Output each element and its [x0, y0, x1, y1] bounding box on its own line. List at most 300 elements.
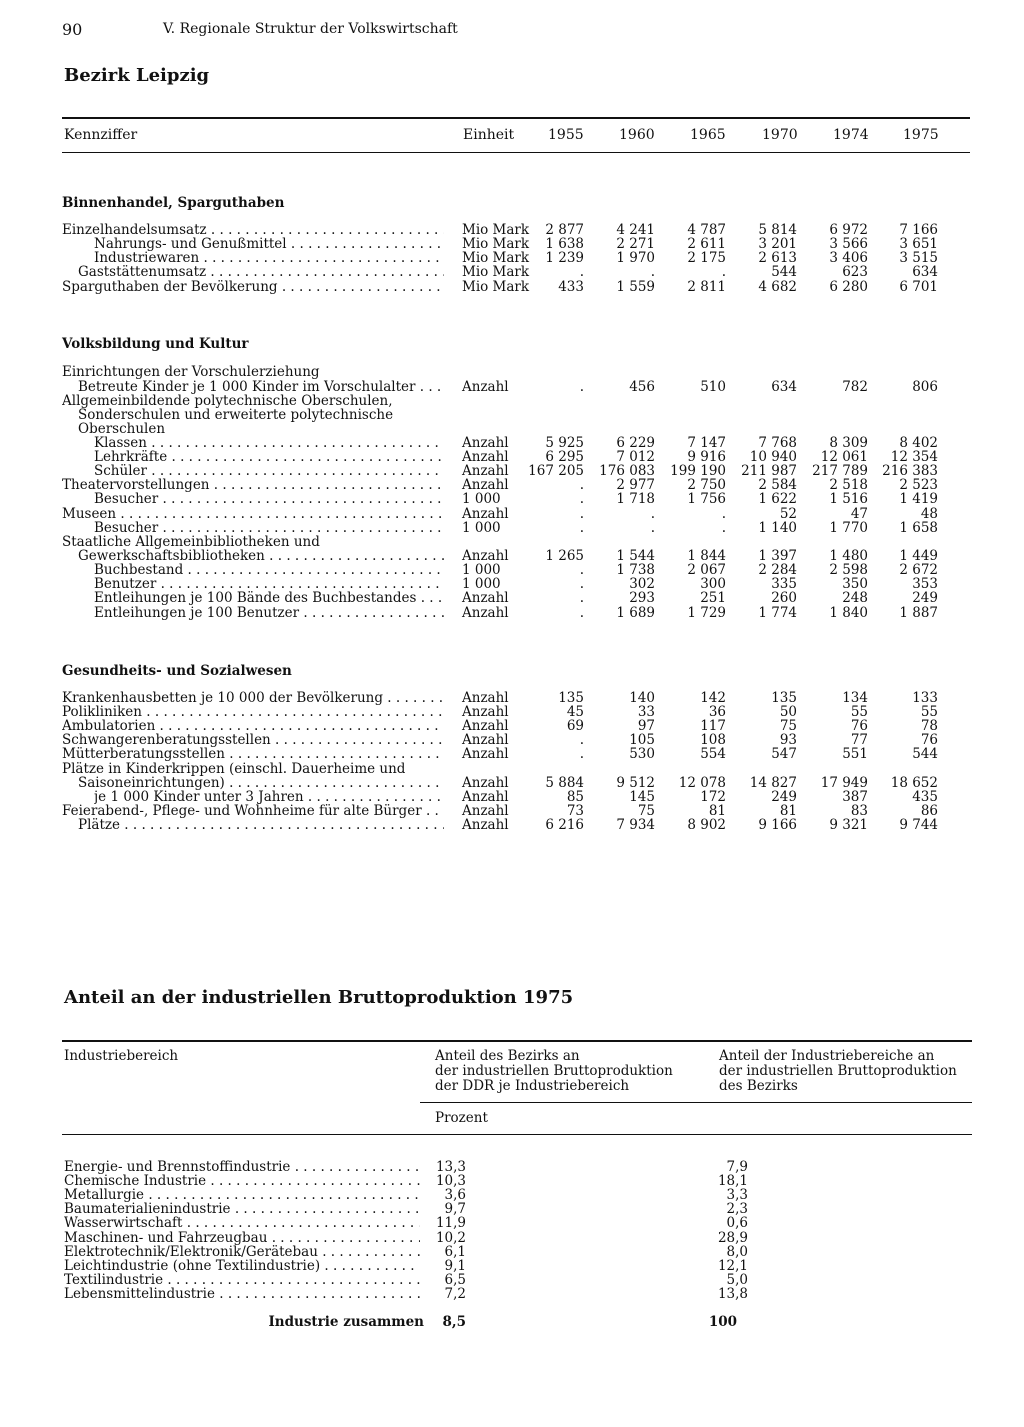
row-unit: Anzahl: [462, 732, 509, 748]
row-value: 1 770: [829, 520, 868, 536]
row-label: Staatliche Allgemeinbibliotheken und: [62, 535, 320, 549]
row-value: 85: [566, 789, 584, 805]
row-value: .: [721, 506, 726, 522]
row-value: 260: [771, 590, 797, 606]
row-label: Chemische Industrie . . .: [64, 1174, 420, 1188]
col-1955: 1955: [548, 127, 584, 143]
row-value-branch-share: 0,6: [726, 1215, 748, 1231]
table-row: [0, 1259, 1024, 1273]
col-1975: 1975: [903, 127, 939, 143]
row-value: 9 321: [829, 817, 868, 833]
row-value: 1 774: [758, 605, 797, 621]
row-value: 216 383: [882, 463, 938, 479]
table-row: [0, 691, 1024, 705]
table-row: [0, 365, 1024, 379]
row-value: 7 012: [616, 449, 655, 465]
row-value: 2 523: [899, 477, 938, 493]
row-label: Polikliniken . . .: [62, 705, 444, 719]
table-row: [0, 422, 1024, 436]
col-a-line3: der DDR je Industriebereich: [435, 1078, 630, 1094]
row-value: 4 241: [616, 222, 655, 238]
row-value: 544: [771, 264, 797, 280]
table-row: [0, 733, 1024, 747]
table-row: [0, 762, 1024, 776]
col-1965: 1965: [690, 127, 726, 143]
row-value: 7 934: [616, 817, 655, 833]
row-unit: 1 000: [462, 520, 501, 536]
row-value: 251: [700, 590, 726, 606]
table-row: [0, 394, 1024, 408]
row-value: 1 887: [899, 605, 938, 621]
table-row: [0, 549, 1024, 563]
table-row: [0, 719, 1024, 733]
row-value: 199 190: [670, 463, 726, 479]
row-value: 456: [629, 379, 655, 395]
row-value: 1 729: [687, 605, 726, 621]
row-value: .: [579, 746, 584, 762]
table2-title: Anteil an der industriellen Bruttoproduktion 1975: [64, 987, 574, 1008]
row-label: Entleihungen je 100 Benutzer . . .: [94, 606, 444, 620]
row-value: 1 689: [616, 605, 655, 621]
table-row: [0, 705, 1024, 719]
row-value: 634: [771, 379, 797, 395]
row-value: 75: [637, 803, 655, 819]
row-unit: Anzahl: [462, 477, 509, 493]
total-value-bezirk-share: 8,5: [442, 1314, 466, 1330]
total-label: Industrie zusammen: [268, 1314, 424, 1330]
row-value: 2 271: [616, 236, 655, 252]
row-label: Einrichtungen der Vorschulerziehung: [62, 365, 320, 379]
row-value: 135: [771, 690, 797, 706]
row-value-bezirk-share: 10,2: [435, 1230, 466, 1246]
row-label: Feierabend-, Pflege- und Wohnheime für alte Bürger . . .: [62, 804, 444, 818]
row-value: 55: [850, 704, 868, 720]
row-value: 12 354: [890, 449, 938, 465]
row-value: 1 638: [545, 236, 584, 252]
row-unit: 1 000: [462, 491, 501, 507]
row-value: .: [579, 520, 584, 536]
row-unit: Anzahl: [462, 590, 509, 606]
table-row: [0, 1287, 1024, 1301]
row-value-branch-share: 2,3: [726, 1201, 748, 1217]
row-unit: 1 000: [462, 562, 501, 578]
row-label: Betreute Kinder je 1 000 Kinder im Vorschulalter . . .: [78, 380, 444, 394]
row-value-bezirk-share: 6,1: [444, 1244, 466, 1260]
row-label: Gaststättenumsatz . . .: [78, 265, 444, 279]
row-value: .: [579, 590, 584, 606]
row-value: 1 970: [616, 250, 655, 266]
row-unit: Anzahl: [462, 704, 509, 720]
row-value: 2 750: [687, 477, 726, 493]
row-value: 140: [629, 690, 655, 706]
row-value: 76: [920, 732, 938, 748]
row-value: .: [721, 264, 726, 280]
row-value: 17 949: [820, 775, 868, 791]
row-label: Energie- und Brennstoffindustrie . . .: [64, 1160, 420, 1174]
table-row: [0, 280, 1024, 294]
row-value-bezirk-share: 6,5: [444, 1272, 466, 1288]
row-value: .: [579, 576, 584, 592]
row-value: 3 201: [758, 236, 797, 252]
total-value-branch-share: 100: [708, 1314, 737, 1330]
row-value-bezirk-share: 9,1: [444, 1258, 466, 1274]
row-value: 217 789: [812, 463, 868, 479]
row-value: 551: [842, 746, 868, 762]
row-value: 134: [842, 690, 868, 706]
row-value: 86: [920, 803, 938, 819]
table-row: [0, 790, 1024, 804]
row-label: Besucher . . .: [94, 492, 444, 506]
col-industriebereich: Industriebereich: [64, 1048, 179, 1064]
row-value: 83: [850, 803, 868, 819]
row-value-branch-share: 5,0: [726, 1272, 748, 1288]
row-value: 2 175: [687, 250, 726, 266]
row-unit: Anzahl: [462, 718, 509, 734]
row-value: .: [579, 506, 584, 522]
row-value: 7 768: [758, 435, 797, 451]
row-unit: Anzahl: [462, 435, 509, 451]
row-value: 5 814: [758, 222, 797, 238]
row-value: 435: [912, 789, 938, 805]
row-label: Gewerkschaftsbibliotheken . . .: [78, 549, 444, 563]
col-a-line1: Anteil des Bezirks an: [435, 1048, 580, 1064]
row-value: 50: [779, 704, 797, 720]
row-label: Schwangerenberatungsstellen . . .: [62, 733, 444, 747]
row-value: 2 672: [899, 562, 938, 578]
table-row: [0, 1202, 1024, 1216]
row-value: 108: [700, 732, 726, 748]
row-label: Sonderschulen und erweiterte polytechnische: [78, 408, 394, 422]
table-row: [0, 237, 1024, 251]
row-value: .: [579, 491, 584, 507]
table-row: [0, 577, 1024, 591]
table2-sub-rule: [420, 1102, 972, 1103]
row-value: 12 061: [820, 449, 868, 465]
row-value: 45: [566, 704, 584, 720]
row-value: 172: [700, 789, 726, 805]
row-value: 353: [912, 576, 938, 592]
row-value: 47: [850, 506, 868, 522]
row-value: 433: [558, 279, 584, 295]
row-label: Leichtindustrie (ohne Textilindustrie) . . .: [64, 1259, 420, 1273]
row-value: 176 083: [599, 463, 655, 479]
row-value: 93: [779, 732, 797, 748]
col-1970: 1970: [762, 127, 798, 143]
row-value: .: [650, 520, 655, 536]
row-label: Museen . . .: [62, 507, 444, 521]
row-value: 3 406: [829, 250, 868, 266]
row-value: 2 598: [829, 562, 868, 578]
row-value: 6 972: [829, 222, 868, 238]
row-label: Besucher . . .: [94, 521, 444, 535]
row-value: 1 658: [899, 520, 938, 536]
row-value: 73: [566, 803, 584, 819]
row-value: 544: [912, 746, 938, 762]
table-row: [0, 507, 1024, 521]
row-value: 33: [637, 704, 655, 720]
row-value: .: [579, 264, 584, 280]
table-row: [0, 1245, 1024, 1259]
row-unit: Anzahl: [462, 548, 509, 564]
row-value: 300: [700, 576, 726, 592]
col-einheit: Einheit: [463, 127, 515, 143]
row-value: 78: [920, 718, 938, 734]
row-value: 6 229: [616, 435, 655, 451]
row-label: Einzelhandelsumsatz . . .: [62, 223, 444, 237]
row-value: 530: [629, 746, 655, 762]
row-value: 12 078: [678, 775, 726, 791]
row-value: 9 916: [687, 449, 726, 465]
running-head: V. Regionale Struktur der Volkswirtschaft: [163, 21, 458, 37]
row-value-bezirk-share: 7,2: [444, 1286, 466, 1302]
table-row: [0, 436, 1024, 450]
row-label: Industriewaren . . .: [94, 251, 444, 265]
row-unit: Anzahl: [462, 379, 509, 395]
row-label: Saisoneinrichtungen) . . .: [78, 776, 444, 790]
row-value: 6 295: [545, 449, 584, 465]
row-label: Sparguthaben der Bevölkerung . . .: [62, 280, 444, 294]
row-value: 9 744: [899, 817, 938, 833]
table-row: [0, 563, 1024, 577]
table1-head-rule: [62, 152, 970, 153]
table-row: [0, 1160, 1024, 1174]
row-label: Buchbestand . . .: [94, 563, 444, 577]
col-b-line2: der industriellen Bruttoproduktion: [719, 1063, 957, 1079]
row-value-bezirk-share: 9,7: [444, 1201, 466, 1217]
row-value: 1 544: [616, 548, 655, 564]
table2-head-rule: [62, 1134, 972, 1135]
row-label: Nahrungs- und Genußmittel . . .: [94, 237, 444, 251]
row-value: 249: [771, 789, 797, 805]
row-value: 2 611: [687, 236, 726, 252]
table-row: [0, 251, 1024, 265]
row-value: 1 756: [687, 491, 726, 507]
row-value: 142: [700, 690, 726, 706]
row-value: 133: [912, 690, 938, 706]
row-value-bezirk-share: 10,3: [435, 1173, 466, 1189]
row-unit: Anzahl: [462, 463, 509, 479]
row-unit: Mio Mark: [462, 222, 530, 238]
table-row: [0, 1216, 1024, 1230]
row-unit: Anzahl: [462, 690, 509, 706]
row-label: Plätze in Kinderkrippen (einschl. Dauerheime und: [62, 762, 406, 776]
table-row: [0, 464, 1024, 478]
row-label: Theatervorstellungen . . .: [62, 478, 444, 492]
table-row: [0, 535, 1024, 549]
row-value: 9 166: [758, 817, 797, 833]
row-value: 76: [850, 718, 868, 734]
row-value: 145: [629, 789, 655, 805]
row-value: 2 284: [758, 562, 797, 578]
section-title: Binnenhandel, Sparguthaben: [62, 195, 285, 211]
row-value-branch-share: 3,3: [726, 1187, 748, 1203]
row-value: 634: [912, 264, 938, 280]
row-value: 1 239: [545, 250, 584, 266]
row-value: 350: [842, 576, 868, 592]
row-value: .: [579, 477, 584, 493]
row-value: 77: [850, 732, 868, 748]
row-unit: Mio Mark: [462, 264, 530, 280]
row-value: 2 977: [616, 477, 655, 493]
row-value-bezirk-share: 11,9: [435, 1215, 466, 1231]
row-value: 1 449: [899, 548, 938, 564]
row-value: 249: [912, 590, 938, 606]
row-unit: Anzahl: [462, 506, 509, 522]
row-value: 9 512: [616, 775, 655, 791]
table-row: [0, 1273, 1024, 1287]
row-value: 1 718: [616, 491, 655, 507]
row-value-branch-share: 18,1: [717, 1173, 748, 1189]
col-b-line1: Anteil der Industriebereiche an: [719, 1048, 935, 1064]
row-value: 7 166: [899, 222, 938, 238]
row-value-branch-share: 12,1: [717, 1258, 748, 1274]
row-value: 8 309: [829, 435, 868, 451]
row-value: 4 682: [758, 279, 797, 295]
table-row: [0, 223, 1024, 237]
row-unit: Mio Mark: [462, 279, 530, 295]
row-value-branch-share: 8,0: [726, 1244, 748, 1260]
row-value: .: [579, 379, 584, 395]
row-label: Lebensmittelindustrie . . .: [64, 1287, 420, 1301]
row-value: 1 480: [829, 548, 868, 564]
row-value: 1 419: [899, 491, 938, 507]
row-value: 81: [708, 803, 726, 819]
table-row: [0, 804, 1024, 818]
row-value: .: [650, 264, 655, 280]
row-value: 3 651: [899, 236, 938, 252]
unit-prozent: Prozent: [435, 1110, 488, 1126]
table2-top-rule: [62, 1040, 972, 1042]
row-value: 2 811: [687, 279, 726, 295]
row-unit: Mio Mark: [462, 250, 530, 266]
col-b-line3: des Bezirks: [719, 1078, 798, 1094]
row-value: 1 265: [545, 548, 584, 564]
row-label: Lehrkräfte . . .: [94, 450, 444, 464]
row-unit: Anzahl: [462, 803, 509, 819]
row-value-branch-share: 28,9: [717, 1230, 748, 1246]
page-title: Bezirk Leipzig: [64, 65, 210, 86]
section-title: Volksbildung und Kultur: [62, 336, 249, 352]
page-number: 90: [62, 20, 83, 39]
row-value: 117: [700, 718, 726, 734]
col-1974: 1974: [833, 127, 869, 143]
row-value: 135: [558, 690, 584, 706]
table-row: [0, 776, 1024, 790]
row-value: 3 515: [899, 250, 938, 266]
row-value: 48: [920, 506, 938, 522]
row-unit: Anzahl: [462, 775, 509, 791]
row-value: 302: [629, 576, 655, 592]
row-value: 1 397: [758, 548, 797, 564]
table-row: [0, 606, 1024, 620]
row-value: 782: [842, 379, 868, 395]
row-value: 10 940: [749, 449, 797, 465]
row-label: Allgemeinbildende polytechnische Oberschulen,: [62, 394, 393, 408]
table-row: [0, 265, 1024, 279]
row-unit: 1 000: [462, 576, 501, 592]
col-kennziffer: Kennziffer: [64, 127, 138, 143]
row-value: 6 280: [829, 279, 868, 295]
table-row: [0, 492, 1024, 506]
row-label: Mütterberatungsstellen . . .: [62, 747, 444, 761]
row-value: 2 067: [687, 562, 726, 578]
table-row: [0, 818, 1024, 832]
table-row: [0, 380, 1024, 394]
row-value-bezirk-share: 13,3: [435, 1159, 466, 1175]
table-row: [0, 1231, 1024, 1245]
row-value: 293: [629, 590, 655, 606]
row-label: Elektrotechnik/Elektronik/Gerätebau . . .: [64, 1245, 420, 1259]
row-label: Baumaterialienindustrie . . .: [64, 1202, 420, 1216]
row-value: 1 140: [758, 520, 797, 536]
row-value: 8 902: [687, 817, 726, 833]
row-label: Plätze . . .: [78, 818, 444, 832]
row-label: Ambulatorien . . .: [62, 719, 444, 733]
row-value: 211 987: [741, 463, 797, 479]
table-row: [0, 450, 1024, 464]
row-value: 36: [708, 704, 726, 720]
row-value: 55: [920, 704, 938, 720]
row-label: je 1 000 Kinder unter 3 Jahren . . .: [94, 790, 444, 804]
row-value: 6 216: [545, 817, 584, 833]
row-value: 1 840: [829, 605, 868, 621]
row-value: 5 925: [545, 435, 584, 451]
table-row: [0, 408, 1024, 422]
row-unit: Anzahl: [462, 746, 509, 762]
row-value: 3 566: [829, 236, 868, 252]
row-value-branch-share: 7,9: [726, 1159, 748, 1175]
row-value: 2 518: [829, 477, 868, 493]
row-value: 1 738: [616, 562, 655, 578]
row-value: 5 884: [545, 775, 584, 791]
row-value: 14 827: [749, 775, 797, 791]
row-label: Textilindustrie . . .: [64, 1273, 420, 1287]
row-label: Oberschulen: [78, 422, 166, 436]
row-value: 69: [566, 718, 584, 734]
row-unit: Anzahl: [462, 817, 509, 833]
row-value: 7 147: [687, 435, 726, 451]
row-value: 75: [779, 718, 797, 734]
table-row: [0, 478, 1024, 492]
total-row: [0, 1315, 1024, 1329]
row-label: Wasserwirtschaft . . .: [64, 1216, 420, 1230]
row-unit: Anzahl: [462, 449, 509, 465]
row-label: Entleihungen je 100 Bände des Buchbestandes . . .: [94, 591, 444, 605]
row-value: 6 701: [899, 279, 938, 295]
row-value: 1 622: [758, 491, 797, 507]
row-value: 167 205: [528, 463, 584, 479]
row-value: 52: [779, 506, 797, 522]
row-value: 387: [842, 789, 868, 805]
row-unit: Anzahl: [462, 605, 509, 621]
table-row: [0, 1174, 1024, 1188]
row-label: Metallurgie . . .: [64, 1188, 420, 1202]
row-value: .: [579, 605, 584, 621]
row-value: 806: [912, 379, 938, 395]
row-value: 18 652: [890, 775, 938, 791]
row-value: 2 584: [758, 477, 797, 493]
table1-top-rule: [62, 117, 970, 119]
row-unit: Anzahl: [462, 789, 509, 805]
row-value: 1 844: [687, 548, 726, 564]
col-a-line2: der industriellen Bruttoproduktion: [435, 1063, 673, 1079]
row-value: 335: [771, 576, 797, 592]
row-value: 105: [629, 732, 655, 748]
row-unit: Mio Mark: [462, 236, 530, 252]
row-value: .: [579, 562, 584, 578]
row-value: 1 559: [616, 279, 655, 295]
row-value: 554: [700, 746, 726, 762]
